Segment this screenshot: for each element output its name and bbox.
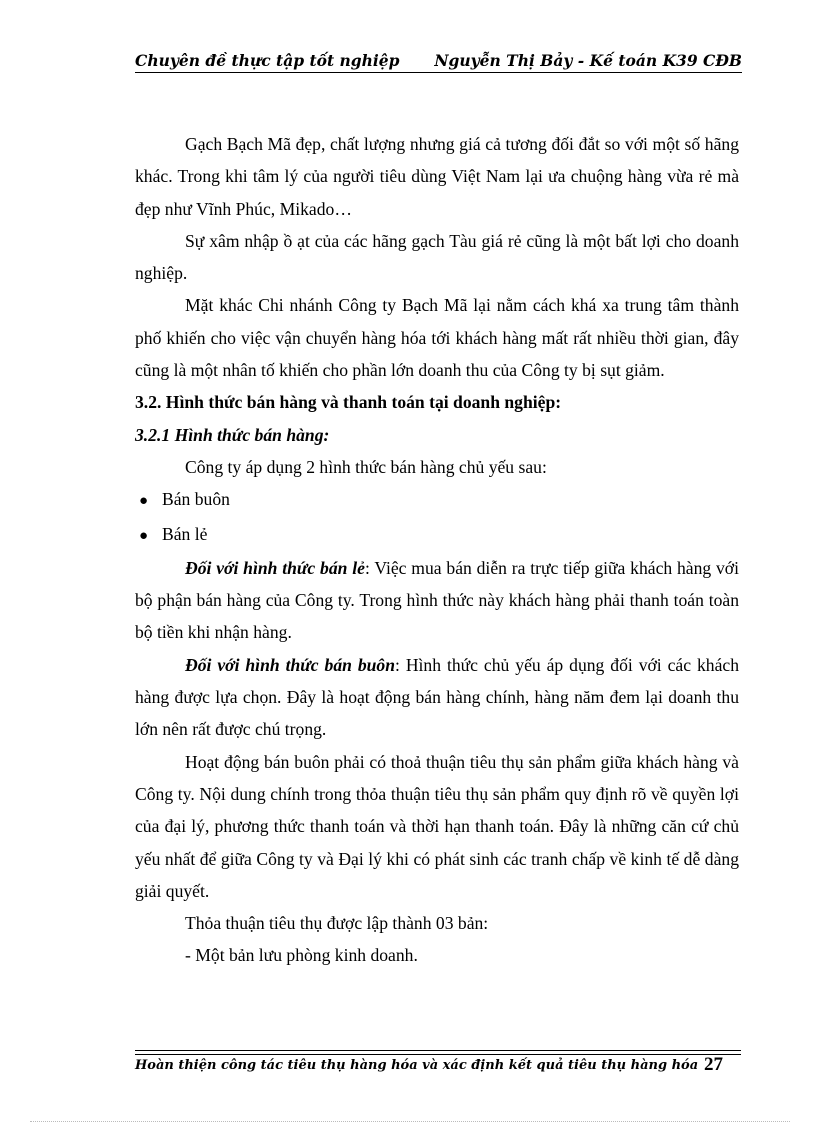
- page-body: [135, 128, 739, 972]
- paragraph-1: Gạch Bạch Mã đẹp, chất lượng nhưng giá cả tương đối đắt so với một số hãng khác. Trong khi tâm lý của người tiêu dùng Việt Nam lại ưa chuộng hàng vừa rẻ mà đẹp như Vĩnh Phúc, Mikado…: [135, 134, 739, 219]
- bullet-text: Bán lẻ: [162, 523, 208, 544]
- term-wholesale: Đối với hình thức bán buôn: [185, 654, 396, 675]
- paragraph-5-text: : Việc mua bán diễn ra trực tiếp giữa khách hàng với bộ phận bán hàng của Công ty. Trong hình thức này khách hàng phải thanh toán toàn bộ tiền khi nhận hàng.: [135, 557, 739, 643]
- bullet-item: [135, 483, 739, 517]
- paragraph-2: Sự xâm nhập ồ ạt của các hãng gạch Tàu giá rẻ cũng là một bất lợi cho doanh nghiệp.: [135, 230, 739, 284]
- bullet-item: [135, 518, 739, 552]
- section-heading: 3.2. Hình thức bán hàng và thanh toán tại doanh nghiệp:: [135, 392, 562, 413]
- footer-rule: [135, 1050, 741, 1051]
- bullet-icon: ●: [139, 493, 149, 510]
- subsection-heading: 3.2.1 Hình thức bán hàng:: [135, 424, 330, 445]
- header-rule: [135, 72, 742, 73]
- footer-title: Hoàn thiện công tác tiêu thụ hàng hóa và xác định kết quả tiêu thụ hàng hóa: [135, 1058, 699, 1073]
- bullet-icon: ●: [139, 527, 149, 544]
- paragraph-6-text: : Hình thức chủ yếu áp dụng đối với các khách hàng được lựa chọn. Đây là hoạt động bán hàng chính, hàng năm đem lại doanh thu lớn nên rất được chú trọng.: [135, 654, 739, 740]
- paragraph-8: Thỏa thuận tiêu thụ được lập thành 03 bản:: [185, 913, 489, 934]
- page-number: 27: [704, 1054, 723, 1075]
- paragraph-9: - Một bản lưu phòng kinh doanh.: [185, 945, 418, 966]
- term-retail: Đối với hình thức bán lẻ: [185, 557, 365, 578]
- footer-rule-thin: [135, 1054, 741, 1055]
- bullet-text: Bán buôn: [162, 489, 230, 510]
- page-header: [135, 49, 742, 71]
- paragraph-6: [135, 649, 739, 746]
- paragraph-7: Hoạt động bán buôn phải có thoả thuận tiêu thụ sản phẩm giữa khách hàng và Công ty. Nội dung chính trong thỏa thuận tiêu thụ sản phẩm quy định rõ về quyền lợi của đại lý, phương thức thanh toán và thời hạn thanh toán. Đây là những căn cứ chủ yếu nhất để giữa Công ty và Đại lý khi có phát sinh các tranh chấp về kinh tế dễ dàng giải quyết.: [135, 751, 739, 901]
- header-left-title: Chuyên đề thực tập tốt nghiệp: [135, 51, 400, 70]
- page-edge-divider: [30, 1121, 790, 1122]
- paragraph-4: Công ty áp dụng 2 hình thức bán hàng chủ yếu sau:: [185, 456, 547, 477]
- header-author: Nguyễn Thị Bảy - Kế toán K39 CĐB: [434, 51, 742, 70]
- page-footer: [135, 1056, 741, 1076]
- paragraph-3: Mặt khác Chi nhánh Công ty Bạch Mã lại nằm cách khá xa trung tâm thành phố khiến cho việc vận chuyển hàng hóa tới khách hàng mất rất nhiều thời gian, đây cũng là một nhân tố khiến cho phần lớn doanh thu của Công ty bị sụt giảm.: [135, 295, 739, 381]
- paragraph-5: [135, 552, 739, 649]
